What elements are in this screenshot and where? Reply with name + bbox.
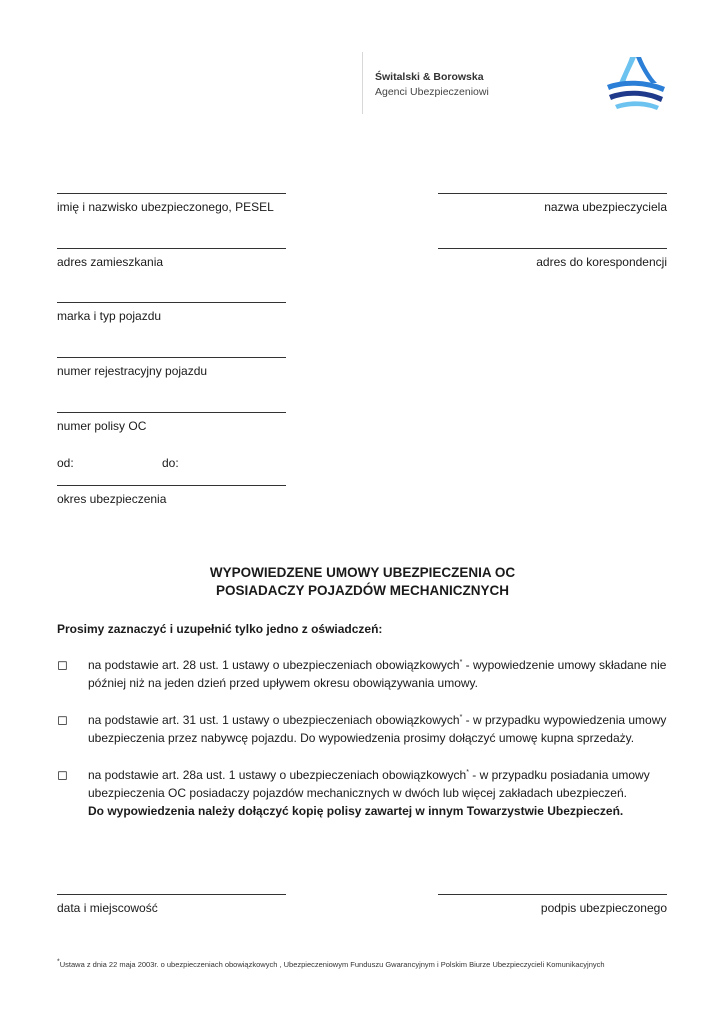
address-label: adres zamieszkania <box>57 255 164 269</box>
instruction-text: Prosimy zaznaczyć i uzupełnić tylko jedno z oświadczeń: <box>57 622 383 636</box>
option-text: na podstawie art. 28a ust. 1 ustawy o ubezpieczeniach obowiązkowych* - w przypadku posiadania umowy ubezpieczenia OC posiadaczy pojazdów mechanicznych w dwóch lub więcej zakładach ubezpieczeń. Do wypowiedzenia należy dołączyć kopię polisy zawartej w innym Towarzystwie Ubezpieczeń. <box>88 768 650 818</box>
title-line-1: WYPOWIEDZENE UMOWY UBEZPIECZENIA OC <box>209 565 516 580</box>
insured-name-line[interactable] <box>57 193 286 194</box>
title-line-2: POSIADACZY POJAZDÓW MECHANICZNYCH <box>215 583 509 598</box>
from-label: od: <box>57 456 74 470</box>
wave-logo-icon <box>605 55 667 110</box>
signature-line[interactable] <box>438 894 667 895</box>
policy-number-line[interactable] <box>57 412 286 413</box>
insured-name-label: imię i nazwisko ubezpieczonego, PESEL <box>57 200 274 214</box>
date-place-line[interactable] <box>57 894 286 895</box>
option-bold-note: Do wypowiedzenia należy dołączyć kopię polisy zawartej w innym Towarzystwie Ubezpieczeń. <box>88 804 624 818</box>
checkbox-art-31[interactable]: ◻ <box>57 712 68 727</box>
period-label: okres ubezpieczenia <box>57 492 167 506</box>
company-block <box>375 70 489 100</box>
registration-line[interactable] <box>57 357 286 358</box>
insurer-name-label: nazwa ubezpieczyciela <box>544 200 667 214</box>
checkbox-art-28a[interactable]: ◻ <box>57 767 68 782</box>
vehicle-label: marka i typ pojazdu <box>57 309 162 323</box>
to-label: do: <box>162 456 179 470</box>
policy-number-label: numer polisy OC <box>57 419 147 433</box>
correspondence-address-line[interactable] <box>438 248 667 249</box>
address-line[interactable] <box>57 248 286 249</box>
vehicle-line[interactable] <box>57 302 286 303</box>
company-subtitle: Agenci Ubezpieczeniowi <box>375 86 489 98</box>
checkbox-art-28[interactable]: ◻ <box>57 657 68 672</box>
option-text: na podstawie art. 31 ust. 1 ustawy o ubezpieczeniach obowiązkowych* - w przypadku wypowiedzenia umowy ubezpieczenia przez nabywcę pojazdu. Do wypowiedzenia prosimy dołączyć umowę kupna sprzedaży. <box>88 713 667 745</box>
date-place-label: data i miejscowość <box>57 901 158 915</box>
correspondence-address-label: adres do korespondencji <box>536 255 667 269</box>
company-name: Świtalski & Borowska <box>375 71 484 83</box>
insurer-name-line[interactable] <box>438 193 667 194</box>
registration-label: numer rejestracyjny pojazdu <box>57 364 208 378</box>
option-text: na podstawie art. 28 ust. 1 ustawy o ubezpieczeniach obowiązkowych* - wypowiedzenie umowy składane nie później niż na jeden dzień przed upływem okresu obowiązywania umowy. <box>88 658 667 690</box>
header-divider <box>362 52 363 114</box>
document-title <box>0 564 725 600</box>
footnote: *Ustawa z dnia 22 maja 2003r. o ubezpieczeniach obowiązkowych , Ubezpieczeniowym Funduszu Gwarancyjnym i Polskim Biurze Ubezpieczycieli Komunikacyjnych <box>57 958 605 969</box>
period-line[interactable] <box>57 485 286 486</box>
signature-label: podpis ubezpieczonego <box>540 901 667 915</box>
